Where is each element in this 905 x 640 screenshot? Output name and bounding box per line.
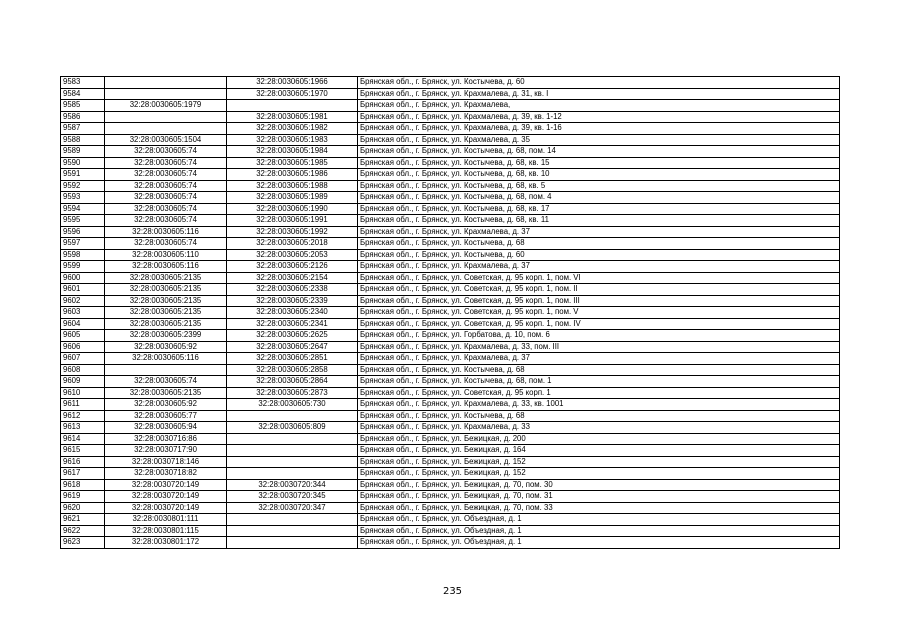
address-cell: Брянская обл., г. Брянск, ул. Крахмалева, д. 35 <box>358 134 840 146</box>
table-row <box>61 100 840 112</box>
table-row <box>61 88 840 100</box>
object-cadastral-number-cell: 32:28:0030720:347 <box>227 502 358 514</box>
land-cadastral-number-cell: 32:28:0030605:94 <box>105 422 227 434</box>
address-cell: Брянская обл., г. Брянск, ул. Костычева, д. 68, кв. 11 <box>358 215 840 227</box>
row-number-cell: 9601 <box>61 284 105 296</box>
land-cadastral-number-cell: 32:28:0030605:92 <box>105 341 227 353</box>
row-number-cell: 9607 <box>61 353 105 365</box>
address-cell: Брянская обл., г. Брянск, ул. Бежицкая, д. 70, пом. 33 <box>358 502 840 514</box>
address-cell: Брянская обл., г. Брянск, ул. Костычева, д. 68, пом. 14 <box>358 146 840 158</box>
table-row <box>61 249 840 261</box>
address-cell: Брянская обл., г. Брянск, ул. Костычева, д. 68, кв. 17 <box>358 203 840 215</box>
table-row <box>61 330 840 342</box>
object-cadastral-number-cell: 32:28:0030605:2647 <box>227 341 358 353</box>
table-row <box>61 111 840 123</box>
row-number-cell: 9600 <box>61 272 105 284</box>
address-cell: Брянская обл., г. Брянск, ул. Крахмалева, д. 39, кв. 1-12 <box>358 111 840 123</box>
address-cell: Брянская обл., г. Брянск, ул. Советская, д. 95 корп. 1, пом. II <box>358 284 840 296</box>
row-number-cell: 9618 <box>61 479 105 491</box>
object-cadastral-number-cell: 32:28:0030720:344 <box>227 479 358 491</box>
table-row <box>61 134 840 146</box>
land-cadastral-number-cell: 32:28:0030605:2135 <box>105 387 227 399</box>
row-number-cell: 9589 <box>61 146 105 158</box>
row-number-cell: 9619 <box>61 491 105 503</box>
object-cadastral-number-cell: 32:28:0030720:345 <box>227 491 358 503</box>
table-row <box>61 238 840 250</box>
object-cadastral-number-cell <box>227 410 358 422</box>
object-cadastral-number-cell: 32:28:0030605:2864 <box>227 376 358 388</box>
land-cadastral-number-cell: 32:28:0030605:116 <box>105 353 227 365</box>
land-cadastral-number-cell: 32:28:0030605:77 <box>105 410 227 422</box>
table-row <box>61 192 840 204</box>
land-cadastral-number-cell: 32:28:0030720:149 <box>105 479 227 491</box>
row-number-cell: 9603 <box>61 307 105 319</box>
address-cell: Брянская обл., г. Брянск, ул. Советская, д. 95 корп. 1, пом. V <box>358 307 840 319</box>
row-number-cell: 9617 <box>61 468 105 480</box>
object-cadastral-number-cell: 32:28:0030605:1991 <box>227 215 358 227</box>
page-number: 235 <box>442 586 463 597</box>
row-number-cell: 9587 <box>61 123 105 135</box>
object-cadastral-number-cell: 32:28:0030605:1981 <box>227 111 358 123</box>
land-cadastral-number-cell: 32:28:0030605:116 <box>105 261 227 273</box>
address-cell: Брянская обл., г. Брянск, ул. Бежицкая, д. 152 <box>358 468 840 480</box>
object-cadastral-number-cell <box>227 468 358 480</box>
row-number-cell: 9623 <box>61 537 105 549</box>
object-cadastral-number-cell: 32:28:0030605:1982 <box>227 123 358 135</box>
table-row <box>61 502 840 514</box>
address-cell: Брянская обл., г. Брянск, ул. Бежицкая, д. 152 <box>358 456 840 468</box>
address-cell: Брянская обл., г. Брянск, ул. Костычева, д. 68, кв. 5 <box>358 180 840 192</box>
table-row <box>61 203 840 215</box>
row-number-cell: 9612 <box>61 410 105 422</box>
address-cell: Брянская обл., г. Брянск, ул. Костычева, д. 68, пом. 4 <box>358 192 840 204</box>
row-number-cell: 9605 <box>61 330 105 342</box>
row-number-cell: 9599 <box>61 261 105 273</box>
table-row <box>61 376 840 388</box>
object-cadastral-number-cell: 32:28:0030605:2154 <box>227 272 358 284</box>
address-cell: Брянская обл., г. Брянск, ул. Советская, д. 95 корп. 1, пом. VI <box>358 272 840 284</box>
row-number-cell: 9596 <box>61 226 105 238</box>
land-cadastral-number-cell: 32:28:0030605:74 <box>105 146 227 158</box>
address-cell: Брянская обл., г. Брянск, ул. Горбатова, д. 10, пом. 6 <box>358 330 840 342</box>
object-cadastral-number-cell: 32:28:0030605:2339 <box>227 295 358 307</box>
table-row <box>61 445 840 457</box>
land-cadastral-number-cell: 32:28:0030801:115 <box>105 525 227 537</box>
object-cadastral-number-cell: 32:28:0030605:1988 <box>227 180 358 192</box>
address-cell: Брянская обл., г. Брянск, ул. Костычева, д. 68, кв. 10 <box>358 169 840 181</box>
row-number-cell: 9593 <box>61 192 105 204</box>
row-number-cell: 9585 <box>61 100 105 112</box>
table-row <box>61 215 840 227</box>
table-row <box>61 157 840 169</box>
object-cadastral-number-cell: 32:28:0030605:1970 <box>227 88 358 100</box>
table-row <box>61 537 840 549</box>
object-cadastral-number-cell <box>227 525 358 537</box>
land-cadastral-number-cell <box>105 111 227 123</box>
row-number-cell: 9611 <box>61 399 105 411</box>
land-cadastral-number-cell: 32:28:0030605:2135 <box>105 318 227 330</box>
row-number-cell: 9602 <box>61 295 105 307</box>
land-cadastral-number-cell: 32:28:0030605:2135 <box>105 272 227 284</box>
row-number-cell: 9608 <box>61 364 105 376</box>
land-cadastral-number-cell: 32:28:0030605:1979 <box>105 100 227 112</box>
row-number-cell: 9592 <box>61 180 105 192</box>
object-cadastral-number-cell: 32:28:0030605:2018 <box>227 238 358 250</box>
row-number-cell: 9613 <box>61 422 105 434</box>
land-cadastral-number-cell: 32:28:0030718:146 <box>105 456 227 468</box>
object-cadastral-number-cell: 32:28:0030605:2858 <box>227 364 358 376</box>
address-cell: Брянская обл., г. Брянск, ул. Объездная, д. 1 <box>358 537 840 549</box>
row-number-cell: 9597 <box>61 238 105 250</box>
row-number-cell: 9609 <box>61 376 105 388</box>
table-row <box>61 525 840 537</box>
object-cadastral-number-cell: 32:28:0030605:2340 <box>227 307 358 319</box>
object-cadastral-number-cell: 32:28:0030605:2625 <box>227 330 358 342</box>
land-cadastral-number-cell: 32:28:0030605:74 <box>105 238 227 250</box>
row-number-cell: 9594 <box>61 203 105 215</box>
address-cell: Брянская обл., г. Брянск, ул. Объездная, д. 1 <box>358 525 840 537</box>
address-cell: Брянская обл., г. Брянск, ул. Крахмалева, д. 33, пом. III <box>358 341 840 353</box>
address-cell: Брянская обл., г. Брянск, ул. Бежицкая, д. 70, пом. 31 <box>358 491 840 503</box>
row-number-cell: 9598 <box>61 249 105 261</box>
address-cell: Брянская обл., г. Брянск, ул. Костычева, д. 60 <box>358 249 840 261</box>
table-row <box>61 468 840 480</box>
object-cadastral-number-cell: 32:28:0030605:2341 <box>227 318 358 330</box>
address-cell: Брянская обл., г. Брянск, ул. Бежицкая, д. 200 <box>358 433 840 445</box>
table-row <box>61 123 840 135</box>
object-cadastral-number-cell: 32:28:0030605:1989 <box>227 192 358 204</box>
object-cadastral-number-cell: 32:28:0030605:1966 <box>227 77 358 89</box>
row-number-cell: 9610 <box>61 387 105 399</box>
object-cadastral-number-cell: 32:28:0030605:1984 <box>227 146 358 158</box>
land-cadastral-number-cell: 32:28:0030605:2135 <box>105 295 227 307</box>
land-cadastral-number-cell: 32:28:0030720:149 <box>105 502 227 514</box>
land-cadastral-number-cell: 32:28:0030605:74 <box>105 157 227 169</box>
property-register-table <box>60 76 840 549</box>
row-number-cell: 9606 <box>61 341 105 353</box>
land-cadastral-number-cell: 32:28:0030605:74 <box>105 376 227 388</box>
row-number-cell: 9583 <box>61 77 105 89</box>
address-cell: Брянская обл., г. Брянск, ул. Объездная, д. 1 <box>358 514 840 526</box>
table-row <box>61 433 840 445</box>
row-number-cell: 9590 <box>61 157 105 169</box>
land-cadastral-number-cell: 32:28:0030605:2135 <box>105 307 227 319</box>
object-cadastral-number-cell: 32:28:0030605:2873 <box>227 387 358 399</box>
land-cadastral-number-cell: 32:28:0030605:74 <box>105 203 227 215</box>
object-cadastral-number-cell <box>227 100 358 112</box>
table-row <box>61 146 840 158</box>
address-cell: Брянская обл., г. Брянск, ул. Крахмалева, д. 33, кв. 1001 <box>358 399 840 411</box>
object-cadastral-number-cell: 32:28:0030605:1990 <box>227 203 358 215</box>
object-cadastral-number-cell <box>227 433 358 445</box>
address-cell: Брянская обл., г. Брянск, ул. Костычева, д. 68, пом. 1 <box>358 376 840 388</box>
object-cadastral-number-cell: 32:28:0030605:730 <box>227 399 358 411</box>
row-number-cell: 9595 <box>61 215 105 227</box>
table-row <box>61 364 840 376</box>
table-row <box>61 318 840 330</box>
address-cell: Брянская обл., г. Брянск, ул. Крахмалева, д. 39, кв. 1-16 <box>358 123 840 135</box>
land-cadastral-number-cell: 32:28:0030716:86 <box>105 433 227 445</box>
address-cell: Брянская обл., г. Брянск, ул. Костычева, д. 68 <box>358 410 840 422</box>
land-cadastral-number-cell: 32:28:0030605:92 <box>105 399 227 411</box>
table-row <box>61 169 840 181</box>
table-row <box>61 422 840 434</box>
row-number-cell: 9615 <box>61 445 105 457</box>
land-cadastral-number-cell: 32:28:0030605:110 <box>105 249 227 261</box>
row-number-cell: 9588 <box>61 134 105 146</box>
land-cadastral-number-cell: 32:28:0030605:2399 <box>105 330 227 342</box>
row-number-cell: 9584 <box>61 88 105 100</box>
row-number-cell: 9621 <box>61 514 105 526</box>
table-row <box>61 353 840 365</box>
object-cadastral-number-cell: 32:28:0030605:2851 <box>227 353 358 365</box>
row-number-cell: 9616 <box>61 456 105 468</box>
table-body <box>61 77 840 549</box>
address-cell: Брянская обл., г. Брянск, ул. Костычева, д. 68 <box>358 238 840 250</box>
table-row <box>61 341 840 353</box>
address-cell: Брянская обл., г. Брянск, ул. Крахмалева, д. 37 <box>358 261 840 273</box>
table-row <box>61 180 840 192</box>
address-cell: Брянская обл., г. Брянск, ул. Бежицкая, д. 70, пом. 30 <box>358 479 840 491</box>
address-cell: Брянская обл., г. Брянск, ул. Костычева, д. 60 <box>358 77 840 89</box>
land-cadastral-number-cell: 32:28:0030801:111 <box>105 514 227 526</box>
object-cadastral-number-cell: 32:28:0030605:1992 <box>227 226 358 238</box>
object-cadastral-number-cell: 32:28:0030605:2053 <box>227 249 358 261</box>
land-cadastral-number-cell: 32:28:0030718:82 <box>105 468 227 480</box>
row-number-cell: 9604 <box>61 318 105 330</box>
land-cadastral-number-cell: 32:28:0030605:74 <box>105 169 227 181</box>
object-cadastral-number-cell <box>227 514 358 526</box>
land-cadastral-number-cell: 32:28:0030605:74 <box>105 192 227 204</box>
table-row <box>61 77 840 89</box>
object-cadastral-number-cell: 32:28:0030605:809 <box>227 422 358 434</box>
row-number-cell: 9591 <box>61 169 105 181</box>
address-cell: Брянская обл., г. Брянск, ул. Советская, д. 95 корп. 1 <box>358 387 840 399</box>
table-row <box>61 261 840 273</box>
row-number-cell: 9614 <box>61 433 105 445</box>
object-cadastral-number-cell: 32:28:0030605:1985 <box>227 157 358 169</box>
address-cell: Брянская обл., г. Брянск, ул. Костычева, д. 68 <box>358 364 840 376</box>
table-row <box>61 491 840 503</box>
object-cadastral-number-cell: 32:28:0030605:2126 <box>227 261 358 273</box>
object-cadastral-number-cell: 32:28:0030605:2338 <box>227 284 358 296</box>
land-cadastral-number-cell <box>105 77 227 89</box>
table-row <box>61 410 840 422</box>
land-cadastral-number-cell: 32:28:0030717:90 <box>105 445 227 457</box>
land-cadastral-number-cell: 32:28:0030605:1504 <box>105 134 227 146</box>
table-row <box>61 226 840 238</box>
address-cell: Брянская обл., г. Брянск, ул. Крахмалева, <box>358 100 840 112</box>
land-cadastral-number-cell <box>105 88 227 100</box>
address-cell: Брянская обл., г. Брянск, ул. Крахмалева, д. 37 <box>358 226 840 238</box>
row-number-cell: 9620 <box>61 502 105 514</box>
table-row <box>61 514 840 526</box>
table-row <box>61 399 840 411</box>
address-cell: Брянская обл., г. Брянск, ул. Крахмалева, д. 31, кв. I <box>358 88 840 100</box>
table-row <box>61 456 840 468</box>
table-row <box>61 272 840 284</box>
address-cell: Брянская обл., г. Брянск, ул. Советская, д. 95 корп. 1, пом. IV <box>358 318 840 330</box>
table-row <box>61 387 840 399</box>
address-cell: Брянская обл., г. Брянск, ул. Костычева, д. 68, кв. 15 <box>358 157 840 169</box>
land-cadastral-number-cell: 32:28:0030605:116 <box>105 226 227 238</box>
row-number-cell: 9586 <box>61 111 105 123</box>
land-cadastral-number-cell: 32:28:0030605:2135 <box>105 284 227 296</box>
row-number-cell: 9622 <box>61 525 105 537</box>
land-cadastral-number-cell: 32:28:0030605:74 <box>105 215 227 227</box>
address-cell: Брянская обл., г. Брянск, ул. Крахмалева, д. 33 <box>358 422 840 434</box>
table-row <box>61 307 840 319</box>
land-cadastral-number-cell: 32:28:0030605:74 <box>105 180 227 192</box>
table-row <box>61 295 840 307</box>
address-cell: Брянская обл., г. Брянск, ул. Советская, д. 95 корп. 1, пом. III <box>358 295 840 307</box>
land-cadastral-number-cell: 32:28:0030801:172 <box>105 537 227 549</box>
object-cadastral-number-cell: 32:28:0030605:1986 <box>227 169 358 181</box>
object-cadastral-number-cell <box>227 456 358 468</box>
object-cadastral-number-cell <box>227 445 358 457</box>
address-cell: Брянская обл., г. Брянск, ул. Бежицкая, д. 164 <box>358 445 840 457</box>
object-cadastral-number-cell: 32:28:0030605:1983 <box>227 134 358 146</box>
table-row <box>61 479 840 491</box>
land-cadastral-number-cell <box>105 123 227 135</box>
object-cadastral-number-cell <box>227 537 358 549</box>
address-cell: Брянская обл., г. Брянск, ул. Крахмалева, д. 37 <box>358 353 840 365</box>
table-row <box>61 284 840 296</box>
land-cadastral-number-cell: 32:28:0030720:149 <box>105 491 227 503</box>
land-cadastral-number-cell <box>105 364 227 376</box>
